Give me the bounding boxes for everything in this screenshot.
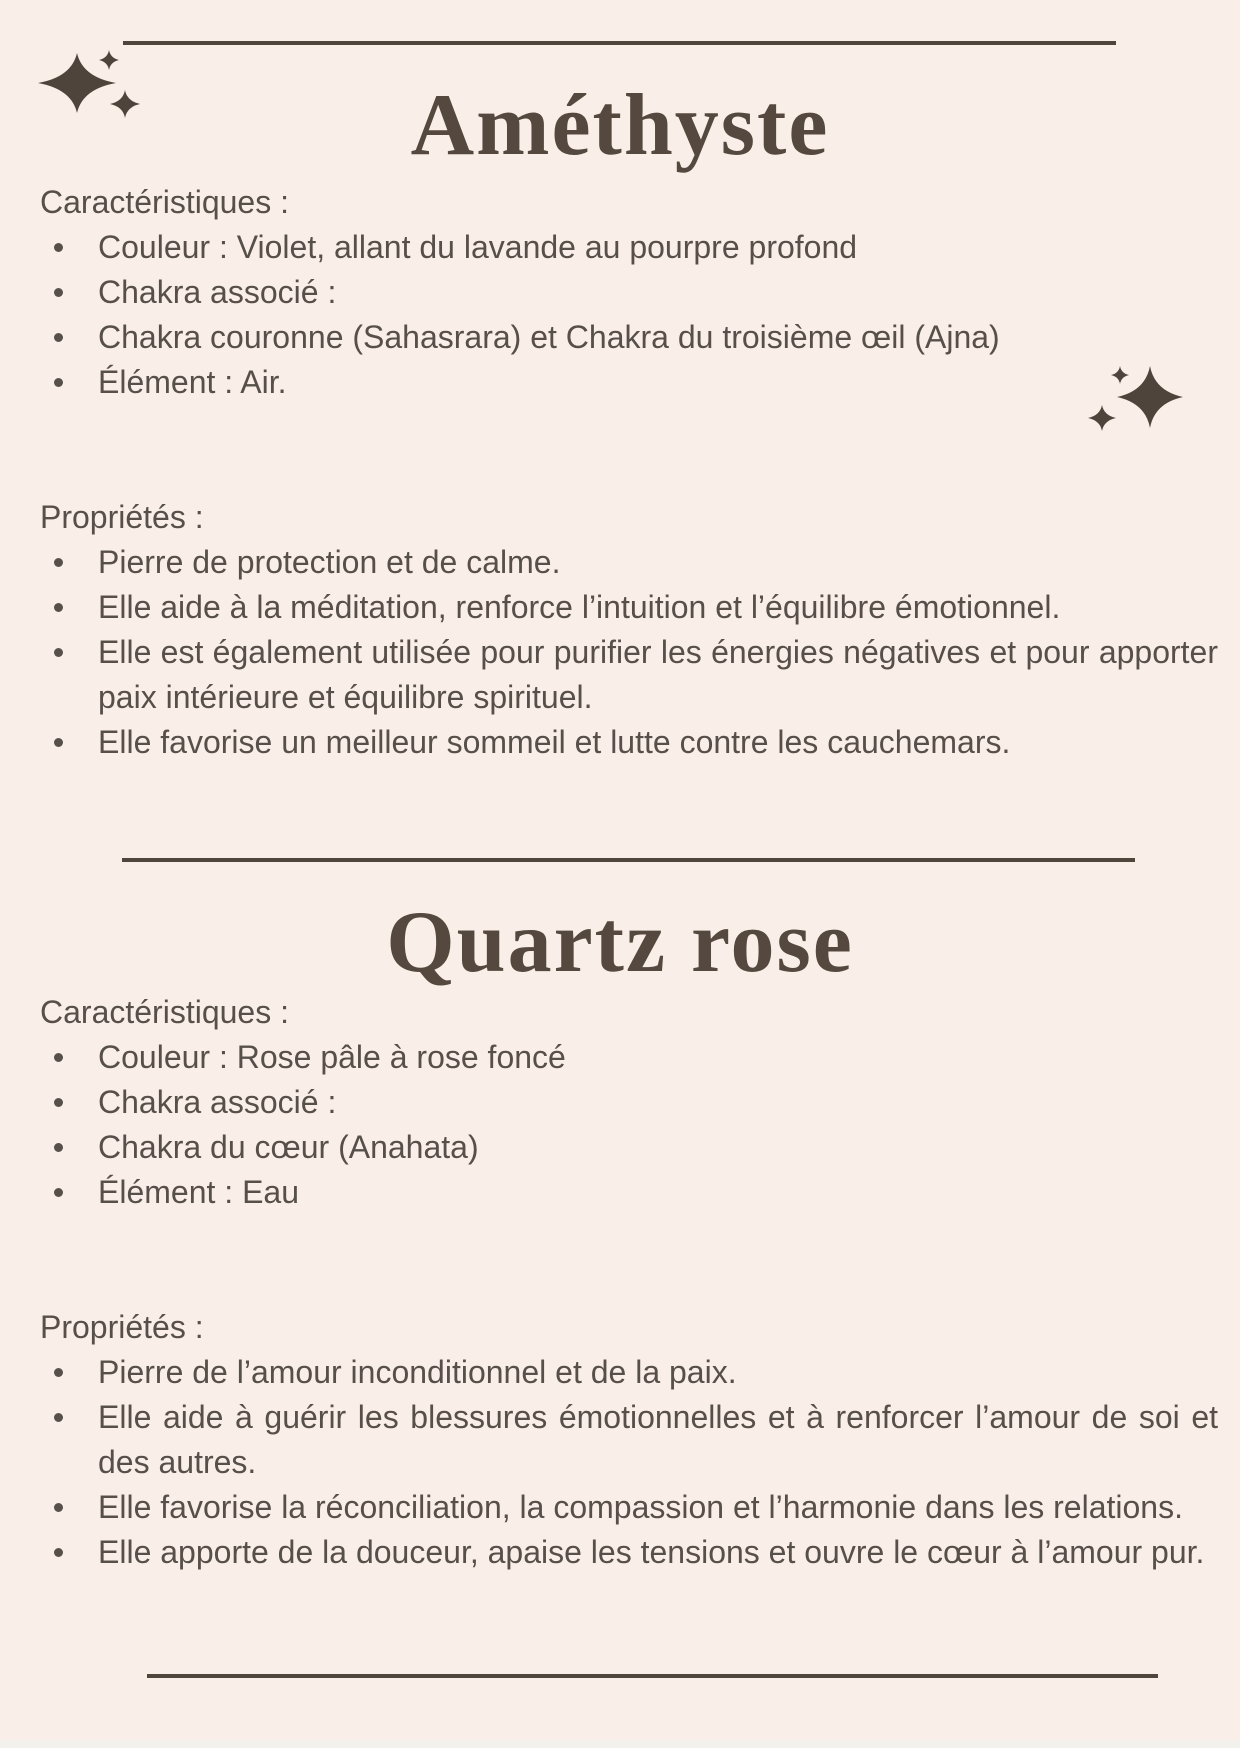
- list-item: Pierre de l’amour inconditionnel et de la paix.: [40, 1350, 1218, 1395]
- spacer: [40, 405, 1218, 495]
- list-item: Chakra du cœur (Anahata): [40, 1125, 1218, 1170]
- spacer: [40, 1215, 1218, 1305]
- list-item: Élément : Air.: [40, 360, 1218, 405]
- section-title-amethyste: Améthyste: [410, 77, 830, 174]
- list-item: Chakra associé :: [40, 1080, 1218, 1125]
- section-divider: [122, 858, 1135, 862]
- amethyste-content: [40, 180, 1218, 765]
- characteristics-list: [40, 225, 1218, 405]
- characteristics-list: [40, 1035, 1218, 1215]
- list-item: Elle aide à la méditation, renforce l’intuition et l’équilibre émotionnel.: [40, 585, 1218, 630]
- list-item: Couleur : Rose pâle à rose foncé: [40, 1035, 1218, 1080]
- list-item: Elle apporte de la douceur, apaise les tensions et ouvre le cœur à l’amour pur.: [40, 1530, 1218, 1575]
- bottom-divider: [147, 1674, 1158, 1678]
- properties-label: Propriétés :: [40, 1309, 204, 1345]
- properties-list: [40, 1350, 1218, 1575]
- quartz-rose-content: [40, 990, 1218, 1575]
- top-divider: [123, 41, 1116, 45]
- list-item: Élément : Eau: [40, 1170, 1218, 1215]
- properties-label: Propriétés :: [40, 499, 204, 535]
- list-item: Elle est également utilisée pour purifier les énergies négatives et pour apporter paix intérieure et équilibre spirituel.: [40, 630, 1218, 720]
- list-item: Elle favorise la réconciliation, la compassion et l’harmonie dans les relations.: [40, 1485, 1218, 1530]
- characteristics-label: Caractéristiques :: [40, 184, 289, 220]
- characteristics-label: Caractéristiques :: [40, 994, 289, 1030]
- list-item: Couleur : Violet, allant du lavande au pourpre profond: [40, 225, 1218, 270]
- section-title-quartz-rose: Quartz rose: [386, 894, 854, 991]
- list-item: Pierre de protection et de calme.: [40, 540, 1218, 585]
- list-item: Elle favorise un meilleur sommeil et lutte contre les cauchemars.: [40, 720, 1218, 765]
- list-item: Chakra associé :: [40, 270, 1218, 315]
- list-item: Chakra couronne (Sahasrara) et Chakra du troisième œil (Ajna): [40, 315, 1218, 360]
- properties-list: [40, 540, 1218, 765]
- sparkle-icon: [99, 50, 119, 70]
- list-item: Elle aide à guérir les blessures émotionnelles et à renforcer l’amour de soi et des autres.: [40, 1395, 1218, 1485]
- page-bottom-edge: [0, 1740, 1240, 1748]
